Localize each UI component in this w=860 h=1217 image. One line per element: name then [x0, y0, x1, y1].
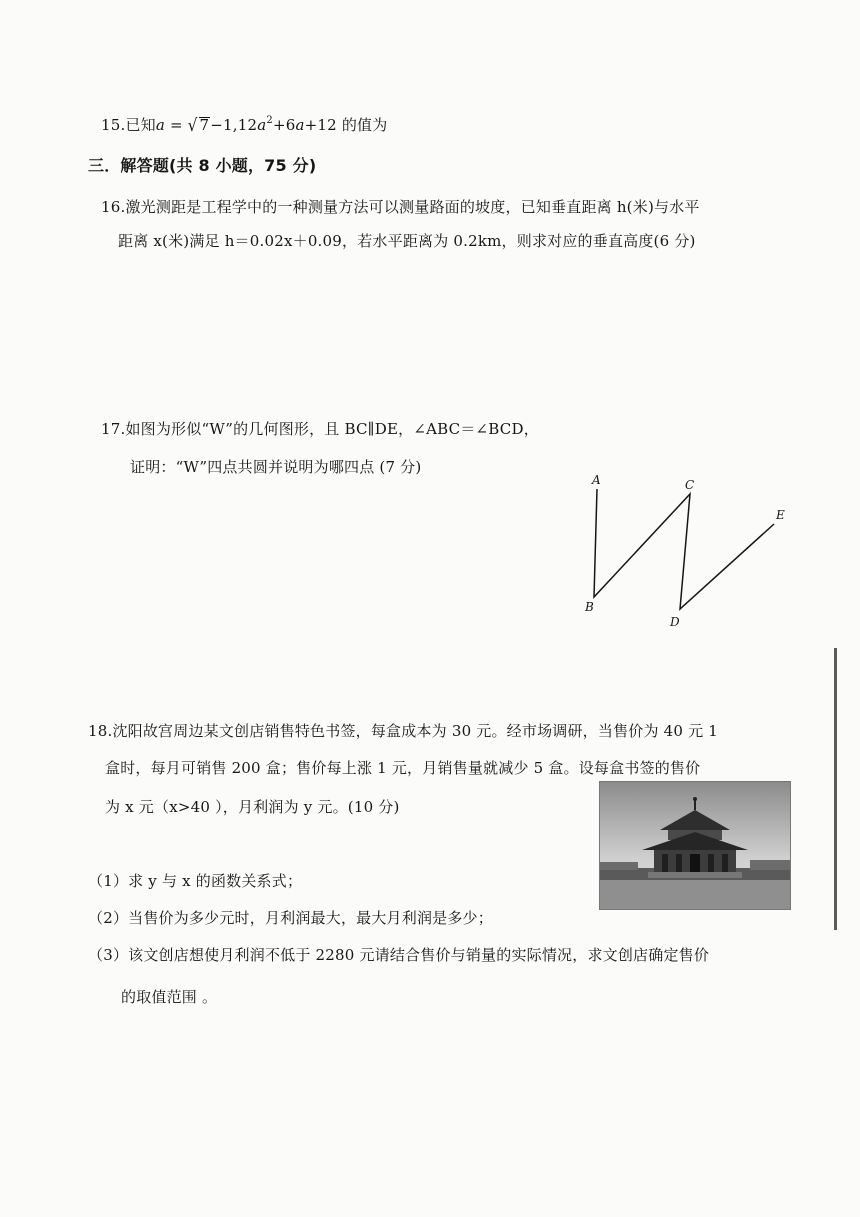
w-polyline — [594, 489, 774, 609]
q15-radicand: 7 — [199, 116, 210, 134]
q15-plus6: +6 — [272, 116, 296, 134]
q15-var-a: a — [155, 116, 166, 134]
w-shape-figure — [570, 468, 810, 638]
question-18-part-3-line-2: 的取值范围 。 — [121, 988, 218, 1006]
question-18-line-2: 盒时，每月可销售 200 盒；售价每上涨 1 元，月销售量就减少 5 盒。设每盒书签的售价 — [105, 759, 701, 777]
question-17-line-1: 17.如图为形似“W”的几何图形，且 BC∥DE，∠ABC＝∠BCD， — [101, 420, 539, 438]
q15-coef12: 12 — [237, 116, 258, 134]
label-a: A — [592, 473, 601, 487]
label-c: C — [685, 478, 695, 492]
q15-exponent: 2 — [266, 115, 273, 126]
q15-var-a2: a — [257, 116, 267, 134]
q15-equals: = — [165, 116, 188, 134]
sqrt-symbol: √ — [187, 114, 198, 136]
label-e: E — [776, 508, 785, 522]
q15-prefix: 15.已知 — [101, 116, 156, 134]
question-18-part-3-line-1: （3）该文创店想使月利润不低于 2280 元请结合售价与销量的实际情况，求文创店确定售价 — [88, 946, 710, 964]
question-16-line-2: 距离 x(米)满足 h＝0.02x＋0.09，若水平距离为 0.2km，则求对应的垂直高度(6 分) — [118, 232, 696, 250]
scan-edge-mark — [834, 648, 837, 930]
question-18-line-1: 18.沈阳故宫周边某文创店销售特色书签，每盒成本为 30 元。经市场调研，当售价为 40 元 1 — [88, 722, 719, 740]
question-18-part-1: （1）求 y 与 x 的函数关系式； — [88, 872, 303, 890]
label-b: B — [585, 600, 594, 614]
question-18-part-2: （2）当售价为多少元时，月利润最大，最大月利润是多少； — [88, 909, 493, 927]
question-18-line-3: 为 x 元（x>40 ），月利润为 y 元。(10 分) — [105, 798, 400, 816]
palace-photo — [599, 781, 791, 910]
question-17-line-2: 证明：“W”四点共圆并说明为哪四点 (7 分) — [130, 458, 422, 476]
question-15 — [101, 114, 387, 135]
q15-var-a3: a — [295, 116, 305, 134]
q15-tail: +12 的值为 — [304, 116, 388, 134]
question-16-line-1: 16.激光测距是工程学中的一种测量方法可以测量路面的坡度，已知垂直距离 h(米)与水平 — [101, 198, 700, 216]
palace-illustration — [600, 782, 790, 909]
section-3-heading: 三．解答题(共 8 小题，75 分) — [88, 156, 317, 175]
label-d: D — [670, 615, 680, 629]
q15-minus-one: −1, — [210, 116, 238, 134]
